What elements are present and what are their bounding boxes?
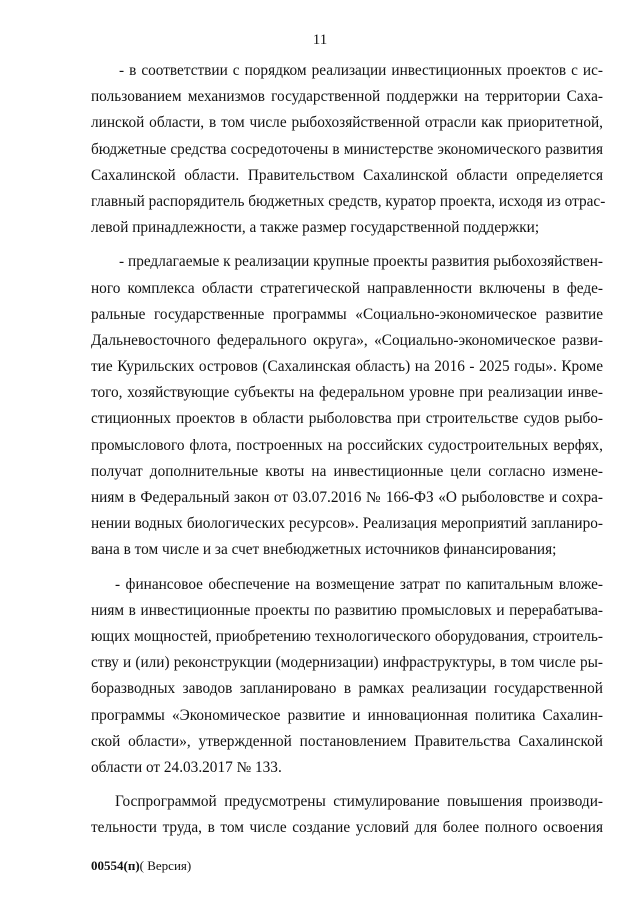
text-line: главный распорядитель бюджетных средств, куратор проекта, исходя из отрас- (91, 192, 606, 210)
document-footer (91, 858, 191, 874)
text-line: - в соответствии с порядком реализации инвестиционных проектов с ис- (119, 62, 603, 79)
document-body (91, 58, 606, 841)
text-line: ниям в инвестиционные проекты по развитию промысловых и перерабатыва- (91, 601, 603, 619)
text-line: бюджетные средства сосредоточены в министерстве экономического развития (91, 140, 603, 158)
text-line: - финансовое обеспечение на возмещение затрат по капитальным вложе- (115, 575, 603, 593)
page-number: 11 (312, 32, 328, 48)
paragraph-federal-programs (91, 249, 603, 563)
text-line: ской области», утвержденной постановлением Правительства Сахалинской (91, 732, 603, 750)
text-line: боразводных заводов запланировано в рамках реализации государственной (91, 680, 603, 698)
text-line: стиционных проектов в области рыболовства при строительстве судов рыбо- (91, 410, 603, 428)
text-line: того, хозяйствующие субъекты на федеральном уровне при реализации инве- (91, 384, 603, 402)
text-line: тельности труда, в том числе создание условий для более полного освоения (91, 819, 603, 837)
paragraph-spacer (91, 781, 603, 789)
paragraph-financing (91, 572, 603, 782)
text-line: Госпрограммой предусмотрены стимулирование повышения производи- (115, 793, 603, 811)
text-line: нении водных биологических ресурсов». Реализация мероприятий запланиро- (91, 515, 603, 533)
text-line: Сахалинской области. Правительством Сахалинской области определяется (91, 166, 603, 184)
text-line: ниям в Федеральный закон от 03.07.2016 № 166-ФЗ «О рыболовстве и сохра- (91, 489, 603, 506)
text-line: промыслового флота, построенных на российских судостроительных верфях, (91, 436, 603, 454)
text-line: тие Курильских островов (Сахалинская область) на 2016 - 2025 годы». Кроме (91, 358, 603, 376)
text-line: получат дополнительные квоты на инвестиционные цели согласно измене- (91, 462, 603, 480)
text-line: вана в том числе и за счет внебюджетных источников финансирования; (91, 541, 557, 559)
text-line: области от 24.03.2017 № 133. (91, 758, 282, 776)
paragraph-spacer (91, 564, 603, 572)
paragraph-investment-support (91, 58, 606, 241)
text-line: левой принадлежности, а также размер государственной поддержки; (91, 219, 540, 237)
document-code: 00554(п) (91, 858, 140, 873)
text-line: линской области, в том числе рыбохозяйственной отрасли как приоритетной, (91, 114, 603, 132)
text-line: программы «Экономическое развитие и инновационная политика Сахалин- (91, 706, 603, 724)
paragraph-spacer (91, 241, 603, 249)
text-line: ральные государственные программы «Социально-экономическое развитие (91, 305, 603, 323)
text-line: - предлагаемые к реализации крупные проекты развития рыбохозяйствен- (119, 253, 603, 271)
text-line: Дальневосточного федерального округа», «Социально-экономическое разви- (91, 331, 603, 349)
text-line: пользованием механизмов государственной поддержки на территории Саха- (91, 88, 603, 106)
text-line: ющих мощностей, приобретению технологического оборудования, строитель- (91, 627, 603, 645)
document-version: ( Версия) (139, 858, 192, 873)
text-line: ного комплекса области стратегической направленности включены в феде- (91, 279, 603, 297)
paragraph-state-program (91, 789, 603, 841)
text-line: ству и (или) реконструкции (модернизации) инфраструктуры, в том числе ры- (91, 654, 603, 672)
